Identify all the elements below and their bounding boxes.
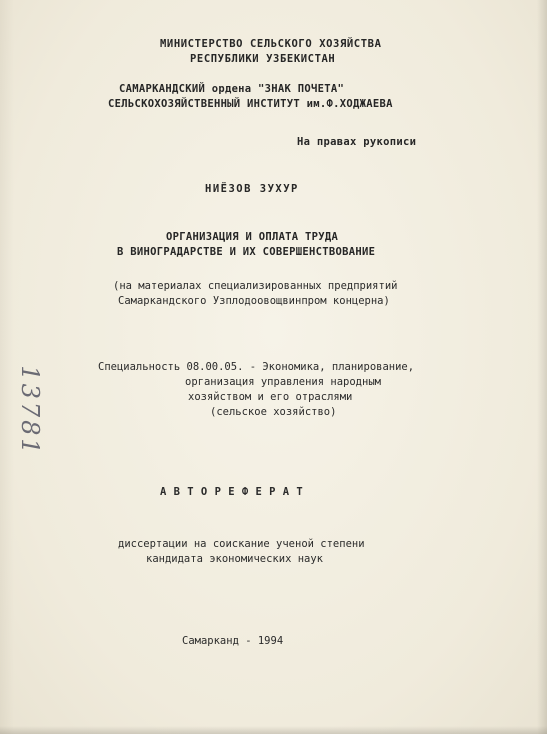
specialty-line-2: организация управления народным [185,376,381,388]
handwritten-inventory-number: 13781 [16,365,44,457]
specialty-line-4: (сельское хозяйство) [210,406,337,418]
specialty-line-3: хозяйством и его отраслями [188,391,353,403]
manuscript-note: На правах рукописи [297,136,417,148]
author-name: НИЁЗОВ ЗУХУР [205,183,299,195]
place-year: Самарканд - 1994 [182,635,284,647]
subtitle-line-2: Самаркандского Узплодоовощвинпром концерна) [118,295,390,307]
subtitle-line-1: (на материалах специализированных предприятий [113,280,398,292]
title-line-1: ОРГАНИЗАЦИЯ И ОПЛАТА ТРУДА [166,231,339,243]
specialty-line-1: Специальность 08.00.05. - Экономика, планирование, [98,361,415,373]
institute-line-1: САМАРКАНДСКИЙ ордена "ЗНАК ПОЧЕТА" [119,83,345,95]
ministry-line-2: РЕСПУБЛИКИ УЗБЕКИСТАН [190,53,336,65]
institute-line-2: СЕЛЬСКОХОЗЯЙСТВЕННЫЙ ИНСТИТУТ им.Ф.ХОДЖАЕВА [108,98,393,110]
degree-line-1: диссертации на соискание ученой степени [118,538,365,550]
degree-line-2: кандидата экономических наук [146,553,324,565]
title-line-2: В ВИНОГРАДАРСТВЕ И ИХ СОВЕРШЕНСТВОВАНИЕ [117,246,376,258]
ministry-line-1: МИНИСТЕРСТВО СЕЛЬСКОГО ХОЗЯЙСТВА [160,38,382,50]
document-type: А В Т О Р Е Ф Е Р А Т [160,486,304,498]
